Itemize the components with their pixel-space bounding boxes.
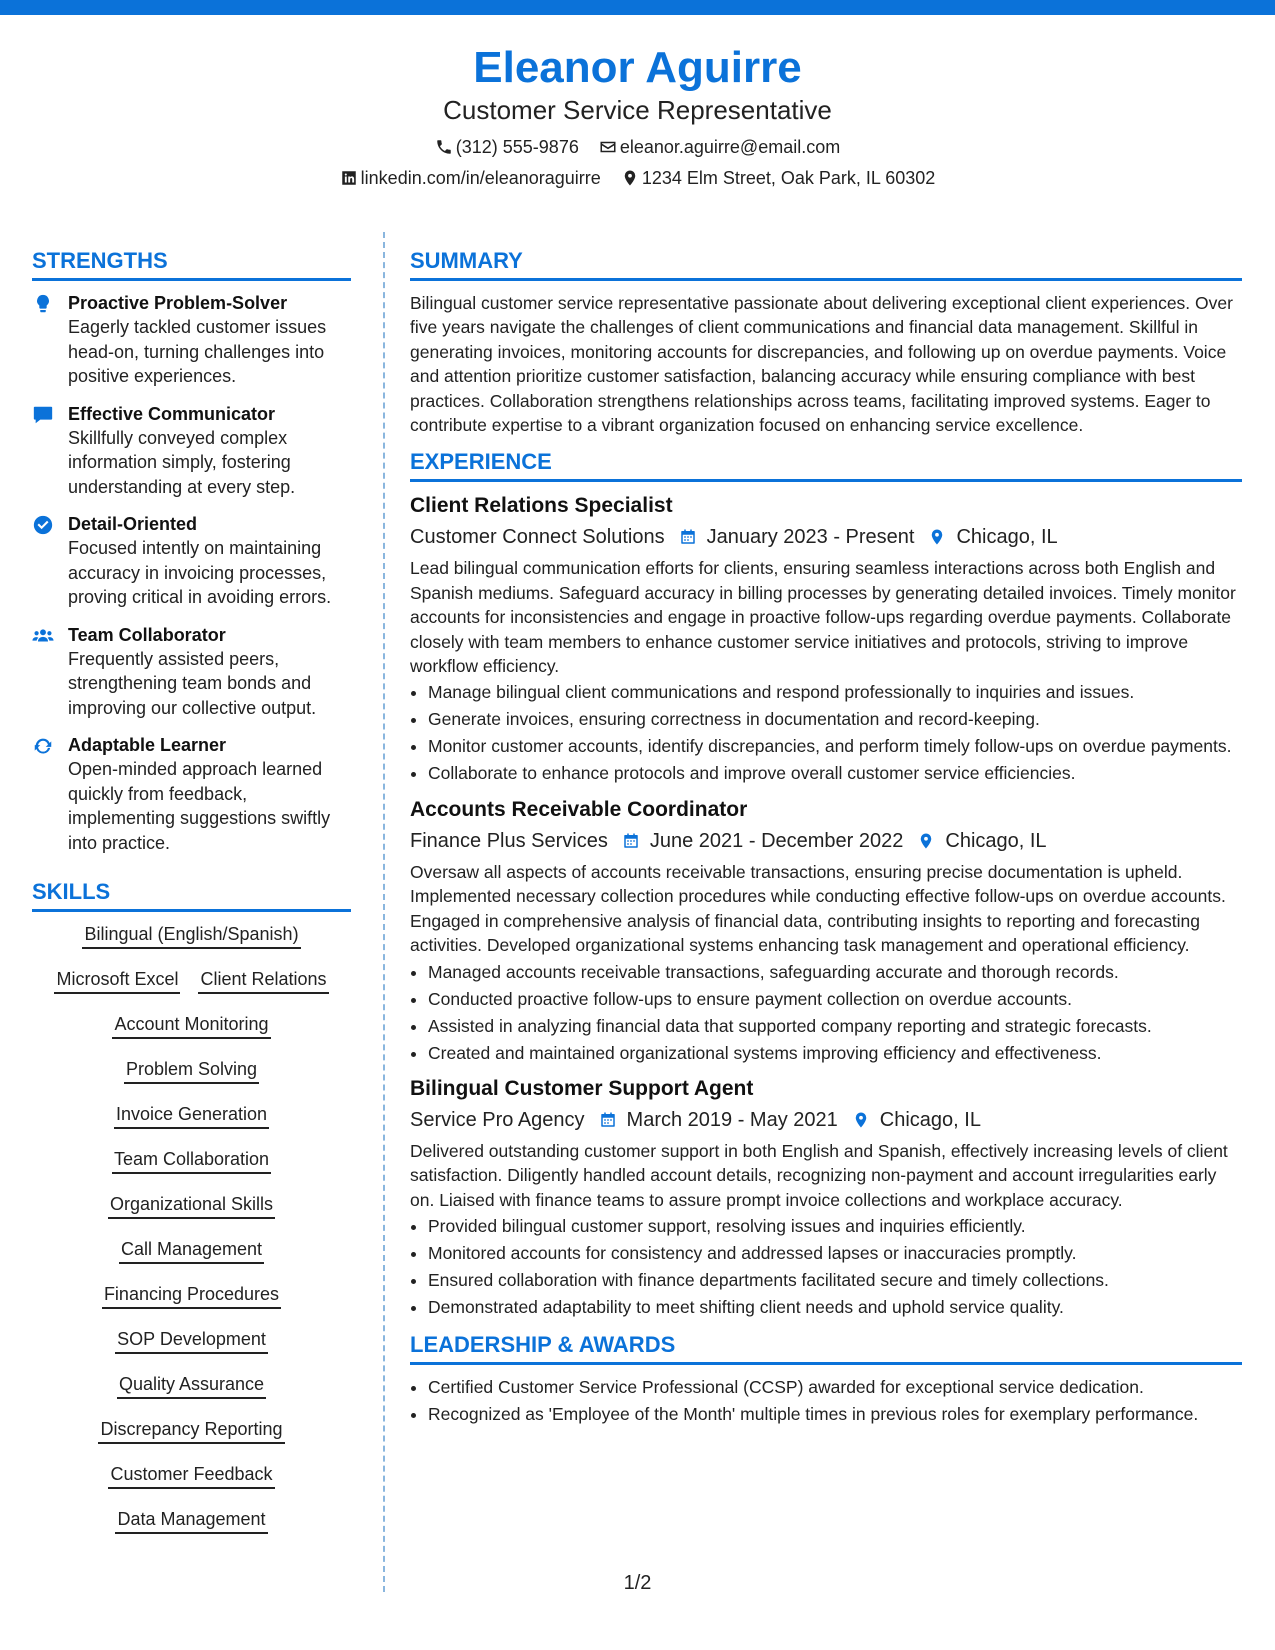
strength-item [32,402,351,500]
summary-text: Bilingual customer service representative passionate about delivering exceptional client experiences. Over five years navigate the challenges of client communications and financial data management. Skillful in generating invoices, monitoring accounts for discrepancies, and following up on overdue payments. Voice and attention prioritize customer satisfaction, balancing accuracy while ensuring compliance with best practices. Collaboration strengthens relationships across teams, facilitating improved systems. Eager to contribute expertise to a vibrant organization focused on enhancing service excellence. [410,293,1233,436]
job-dates: March 2019 - May 2021 [626,1108,838,1131]
job-entry [410,796,1242,1065]
skill-wrap [41,922,342,967]
linkedin-icon [340,169,358,187]
leadership-heading: LEADERSHIP & AWARDS [410,1330,1242,1365]
job-entry [410,492,1242,785]
skill-tag: Invoice Generation [114,1102,269,1129]
calendar-icon [679,528,697,546]
address-item [621,166,936,190]
left-column [32,246,351,1552]
job-bullet: • Monitor customer accounts, identify discrepancies, and perform timely follow-ups on overdue payments. [428,734,1242,758]
award-item: • Certified Customer Service Professional (CCSP) awarded for exceptional service dedication. [428,1375,1242,1399]
skill-tag: Bilingual (English/Spanish) [82,922,300,949]
skill-tag: Financing Procedures [102,1282,281,1309]
strength-item [32,623,351,721]
job-bullets [410,960,1242,1065]
candidate-title: Customer Service Representative [443,95,832,125]
contact-row-1 [0,135,1275,159]
skill-tag: Quality Assurance [117,1372,266,1399]
job-bullet: • Ensured collaboration with finance departments facilitated secure and timely collections. [428,1268,1242,1292]
job-company: Finance Plus Services [410,829,608,852]
skill-tag: Call Management [119,1237,264,1264]
candidate-name: Eleanor Aguirre [473,43,802,92]
email-item [599,135,840,159]
job-bullet: • Demonstrated adaptability to meet shifting client needs and uphold service quality. [428,1295,1242,1319]
skill-tag: Account Monitoring [112,1012,270,1039]
job-bullet: • Assisted in analyzing financial data that supported company reporting and strategic forecasts. [428,1014,1242,1038]
chat-bubble-icon [32,404,54,426]
strength-item [32,733,351,855]
skill-tag: Data Management [115,1507,267,1534]
strength-desc: Eagerly tackled customer issues head-on, turning challenges into positive experiences. [68,317,327,386]
map-pin-icon [928,528,946,546]
job-meta [410,1105,1242,1135]
experience-heading: EXPERIENCE [410,447,1242,482]
strength-item [32,291,351,389]
job-meta [410,826,1242,856]
linkedin-text: linkedin.com/in/eleanoraguirre [360,168,601,188]
skills-heading: SKILLS [32,877,351,912]
strength-title: Adaptable Learner [68,735,227,755]
job-bullets [410,680,1242,785]
job-bullet: • Conducted proactive follow-ups to ensure payment collection on overdue accounts. [428,987,1242,1011]
lightbulb-icon [32,293,54,315]
job-entry [410,1075,1242,1320]
job-bullets [410,1214,1242,1319]
skill-tag: Problem Solving [124,1057,259,1084]
calendar-icon [599,1111,617,1129]
address-text: 1234 Elm Street, Oak Park, IL 60302 [641,168,936,188]
job-description: Delivered outstanding customer support in both English and Spanish, effectively increasing levels of client satisfaction. Diligently handled account details, recognizing non-payment and account irregularities early on. Liaised with finance teams to assure prompt invoice collections and workplace accuracy. [410,1140,1228,1210]
page-number: 1/2 [623,1572,652,1594]
skill-tag: Microsoft Excel [54,967,180,994]
map-pin-icon [621,169,639,187]
job-company: Customer Connect Solutions [410,526,665,549]
strength-desc: Frequently assisted peers, strengthening team bonds and improving our collective output. [68,648,317,718]
skill-tag: SOP Development [115,1327,268,1354]
job-location: Chicago, IL [879,1108,981,1131]
award-item: • Recognized as 'Employee of the Month' multiple times in previous roles for exemplary performance. [428,1402,1242,1426]
job-title: Accounts Receivable Coordinator [410,797,748,821]
job-location: Chicago, IL [956,526,1058,549]
strength-title: Proactive Problem-Solver [68,293,288,313]
envelope-icon [599,138,617,156]
phone-item [435,135,579,159]
email-text: eleanor.aguirre@email.com [619,137,841,157]
job-title: Bilingual Customer Support Agent [410,1076,754,1100]
summary-heading: SUMMARY [410,246,1242,281]
job-company: Service Pro Agency [410,1108,585,1131]
job-title: Client Relations Specialist [410,494,673,518]
strength-desc: Open-minded approach learned quickly from feedback, implementing suggestions swiftly into practice. [68,759,331,853]
strength-desc: Focused intently on maintaining accuracy in invoicing processes, proving critical in avoiding errors. [68,538,332,607]
strength-desc: Skillfully conveyed complex information simply, fostering understanding at every step. [68,427,296,497]
job-location: Chicago, IL [945,829,1047,852]
strength-item [32,512,351,610]
job-description: Lead bilingual communication efforts for clients, ensuring seamless interactions across both English and Spanish mediums. Safeguard accuracy in billing processes by generating detailed invoices. Timely monitor accounts for inconsistencies and engage in proactive follow-ups regarding overdue payments. Collaborate closely with team members to enhance customer service initiatives and protocols, striving to improve workflow efficiency. [410,558,1236,677]
strength-title: Team Collaborator [68,624,226,645]
job-bullet: • Manage bilingual client communications and respond professionally to inquiries and issues. [428,680,1242,704]
job-meta [410,522,1242,552]
top-accent-bar [0,0,1275,15]
right-column [410,246,1242,1429]
job-bullet: • Generate invoices, ensuring correctness in documentation and record-keeping. [428,707,1242,731]
check-circle-icon [32,514,54,536]
strength-title: Effective Communicator [68,403,276,424]
linkedin-item [340,166,601,190]
skills-list [32,922,351,1552]
job-description: Oversaw all aspects of accounts receivable transactions, ensuring precise documentation is upheld. Implemented necessary collection procedures while conducting effective follow-ups on overdue accounts. Engaged in comprehensive analysis of financial data, contributing insights to reporting and forecasting activities. Developed organizational systems enhancing task management and operational efficiency. [410,861,1226,956]
job-bullet: • Managed accounts receivable transactions, safeguarding accurate and thorough records. [428,960,1242,984]
strength-title: Detail-Oriented [68,514,198,534]
job-bullet: • Provided bilingual customer support, resolving issues and inquiries efficiently. [428,1214,1242,1238]
job-bullet: • Monitored accounts for consistency and addressed lapses or inaccuracies promptly. [428,1241,1242,1265]
skill-tag: Organizational Skills [108,1192,275,1219]
phone-text: (312) 555-9876 [455,137,579,157]
job-dates: January 2023 - Present [706,526,915,549]
phone-icon [435,138,453,156]
skill-tag: Client Relations [198,967,328,994]
job-dates: June 2021 - December 2022 [649,829,904,852]
users-icon [32,625,54,647]
job-bullet: • Created and maintained organizational systems improving efficiency and effectiveness. [428,1041,1242,1065]
skill-tag: Discrepancy Reporting [98,1417,284,1444]
job-bullet: • Collaborate to enhance protocols and improve overall customer service efficiencies. [428,761,1242,785]
contact-row-2 [0,166,1275,190]
skill-tag: Team Collaboration [112,1147,271,1174]
refresh-icon [32,735,54,757]
leadership-list [410,1375,1242,1426]
map-pin-icon [917,832,935,850]
column-divider [383,232,385,1592]
calendar-icon [622,832,640,850]
strengths-heading: STRENGTHS [32,246,351,281]
map-pin-icon [852,1111,870,1129]
skill-tag: Customer Feedback [108,1462,274,1489]
